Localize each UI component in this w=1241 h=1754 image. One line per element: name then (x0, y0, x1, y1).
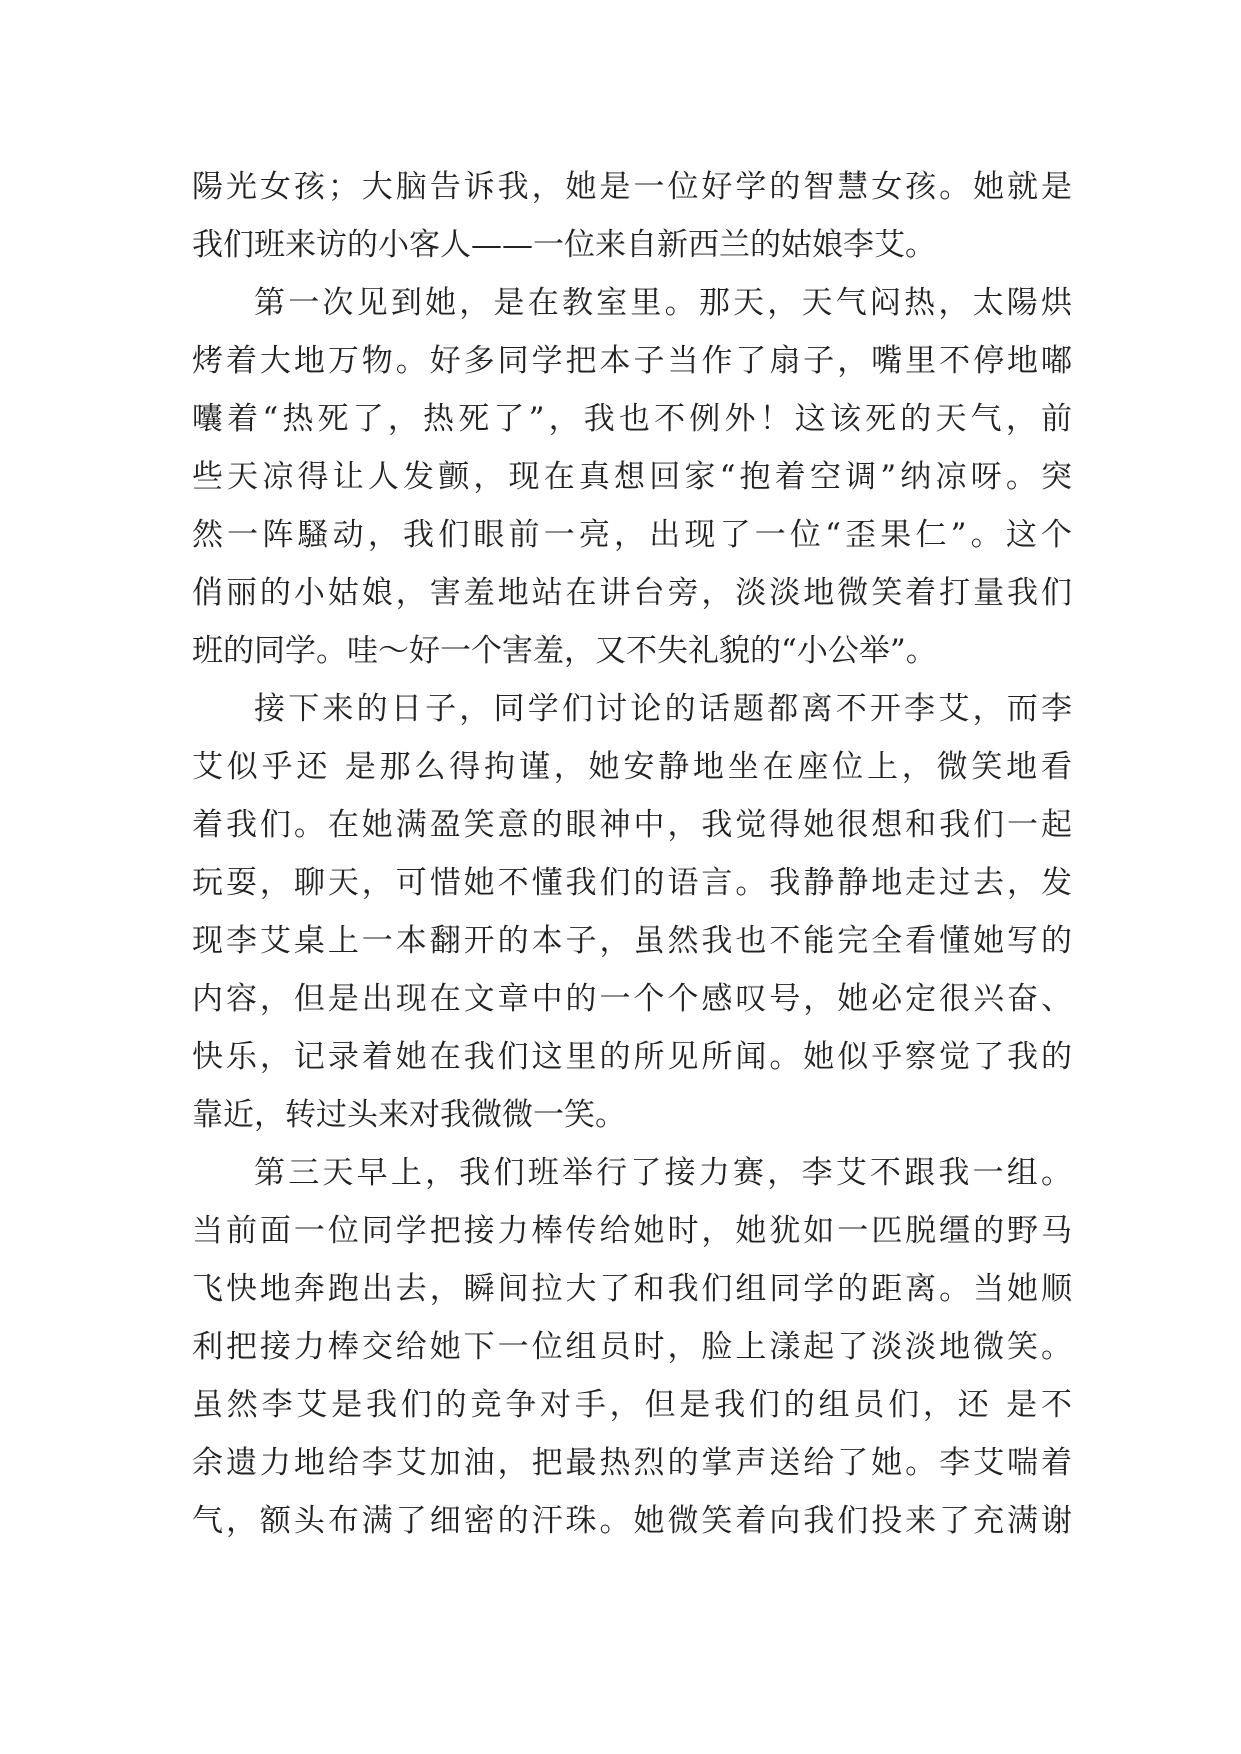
text-line: 现李艾桌上一本翻开的本子，虽然我也不能完全看懂她写的 (192, 923, 1072, 959)
text-line: 利把接力棒交给她下一位组员时，脸上漾起了淡淡地微笑。 (192, 1329, 1072, 1365)
text-line: 着我们。在她满盈笑意的眼神中，我觉得她很想和我们一起 (192, 807, 1072, 843)
text-line: 接下来的日子，同学们讨论的话题都离不开李艾，而李 (254, 691, 1072, 727)
text-line: 快乐，记录着她在我们这里的所见所闻。她似乎察觉了我的 (192, 1039, 1072, 1075)
text-line: 第三天早上，我们班举行了接力赛，李艾不跟我一组。 (254, 1155, 1072, 1191)
text-line: 余遗力地给李艾加油，把最热烈的掌声送给了她。李艾喘着 (192, 1445, 1072, 1481)
text-line: 我们班来访的小客人——一位来自新西兰的姑娘李艾。 (192, 227, 936, 263)
text-line: 囔着“热死了，热死了”，我也不例外！这该死的天气，前 (192, 401, 1072, 437)
text-line: 第一次见到她，是在教室里。那天，天气闷热，太陽烘 (254, 285, 1072, 321)
text-line: 陽光女孩；大脑告诉我，她是一位好学的智慧女孩。她就是 (192, 169, 1072, 205)
text-line: 然一阵騷动，我们眼前一亮，出现了一位“歪果仁”。这个 (192, 517, 1072, 553)
text-line: 靠近，转过头来对我微微一笑。 (192, 1097, 626, 1133)
text-line: 班的同学。哇～好一个害羞，又不失礼貌的“小公举”。 (192, 633, 937, 669)
text-line: 烤着大地万物。好多同学把本子当作了扇子，嘴里不停地嘟 (192, 343, 1072, 379)
text-line: 玩耍，聊天，可惜她不懂我们的语言。我静静地走过去，发 (192, 865, 1072, 901)
text-line: 俏丽的小姑娘，害羞地站在讲台旁，淡淡地微笑着打量我们 (192, 575, 1072, 611)
essay-body (192, 158, 1072, 1550)
text-line: 当前面一位同学把接力棒传给她时，她犹如一匹脱缰的野马 (192, 1213, 1072, 1249)
text-line: 虽然李艾是我们的竞争对手，但是我们的组员们，还 是不 (192, 1387, 1072, 1423)
text-line: 气，额头布满了细密的汗珠。她微笑着向我们投来了充满谢 (192, 1503, 1072, 1539)
text-line: 些天凉得让人发颤，现在真想回家“抱着空调”纳凉呀。突 (192, 459, 1072, 495)
text-line: 内容，但是出现在文章中的一个个感叹号，她必定很兴奋、 (192, 981, 1072, 1017)
text-line: 艾似乎还 是那么得拘谨，她安静地坐在座位上，微笑地看 (192, 749, 1072, 785)
text-line: 飞快地奔跑出去，瞬间拉大了和我们组同学的距离。当她顺 (192, 1271, 1072, 1307)
